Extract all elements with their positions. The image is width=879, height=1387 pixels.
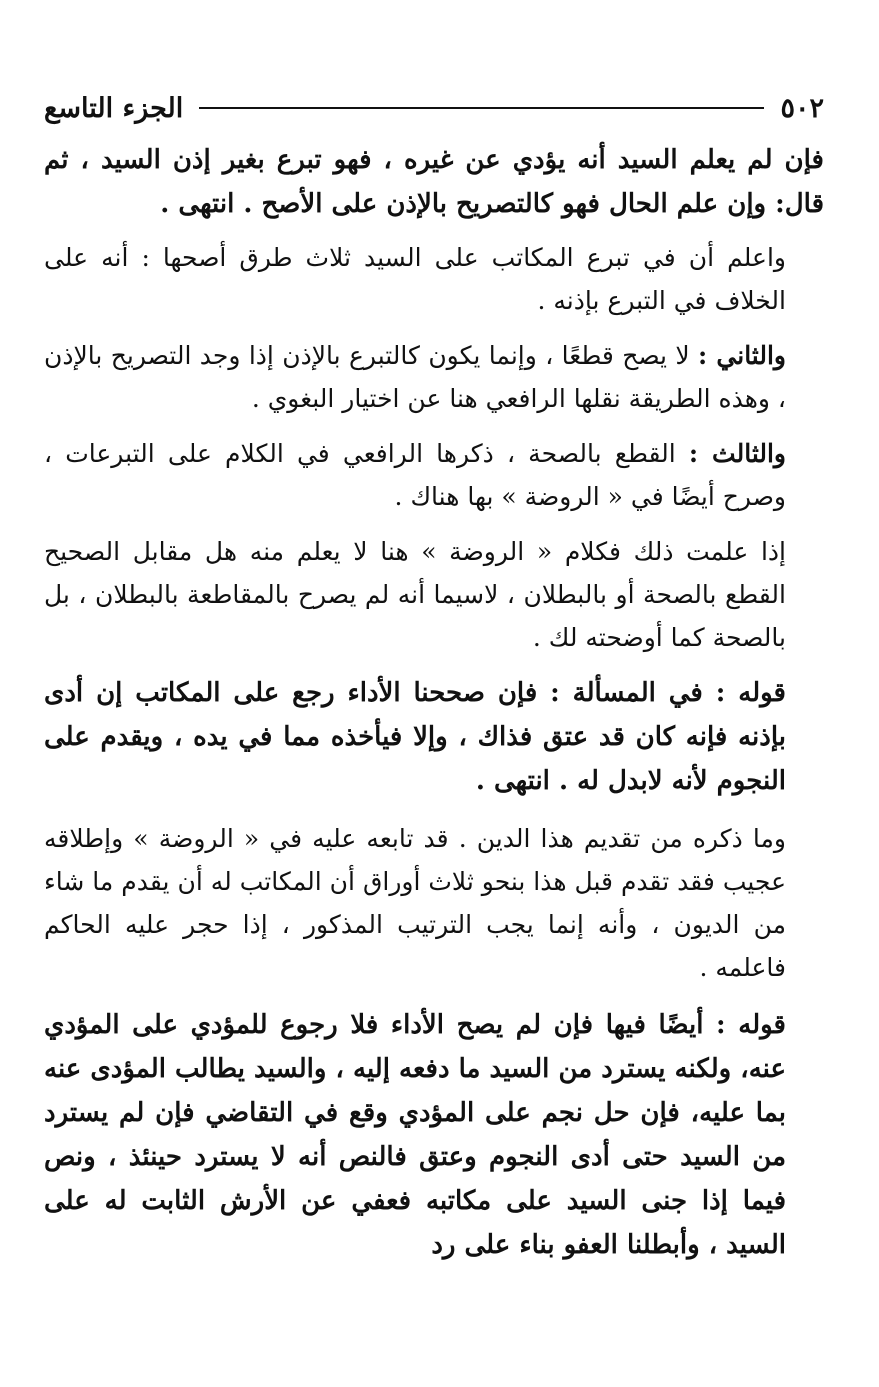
document-page [44,86,824,1267]
paragraph-4-body: القطع بالصحة ، ذكرها الرافعي في الكلام على التبرعات ، وصرح أيضًا في « الروضة » بها هناك . [44,439,786,511]
paragraph-3-body: لا يصح قطعًا ، وإنما يكون كالتبرع بالإذن إذا وجد التصريح بالإذن ، وهذه الطريقة نقلها الرافعي هنا عن اختيار البغوي . [44,341,786,413]
running-title: الجزء التاسع [44,92,184,124]
header-rule [199,107,764,109]
page-number: ٥٠٢ [780,92,824,124]
paragraph-4-lead: والثالث : [688,439,786,468]
paragraph-2: واعلم أن في تبرع المكاتب على السيد ثلاث طرق أصحها : أنه على الخلاف في التبرع بإذنه . [44,243,786,315]
paragraph-1: فإن لم يعلم السيد أنه يؤدي عن غيره ، فهو تبرع بغير إذن السيد ، ثم قال: وإن علم الحال فهو كالتصريح بالإذن على الأصح . انتهى . [44,145,824,219]
paragraph-5: إذا علمت ذلك فكلام « الروضة » هنا لا يعلم منه هل مقابل الصحيح القطع بالصحة أو بالبطلان ، لاسيما أنه لم يصرح بالمقاطعة بالبطلان ، بل بالصحة كما أوضحته لك . [44,537,786,652]
paragraph-3-lead: والثاني : [698,341,786,370]
page-header [44,86,824,130]
paragraph-4 [44,432,824,518]
paragraph-6: قوله : في المسألة : فإن صححنا الأداء رجع على المكاتب إن أدى بإذنه فإنه كان قد عتق فذاك ، وإلا فيأخذه مما في يده ، ويقدم على النجوم لأنه لابدل له . انتهى . [44,678,786,796]
paragraph-3 [44,334,824,420]
paragraph-7: وما ذكره من تقديم هذا الدين . قد تابعه عليه في « الروضة » وإطلاقه عجيب فقد تقدم قبل هذا بنحو ثلاث أوراق أن المكاتب له أن يقدم ما شاء من الديون ، وأنه إنما يجب الترتيب المذكور ، إذا حجر عليه الحاكم فاعلمه . [44,824,786,982]
paragraph-8: قوله : أيضًا فيها فإن لم يصح الأداء فلا رجوع للمؤدي على المؤدي عنه، ولكنه يسترد من السيد ما دفعه إليه ، والسيد يطالب المؤدى عنه بما عليه، فإن حل نجم على المؤدي وقع في التقاضي فإن لم يسترد من السيد حتى أدى النجوم وعتق فالنص أنه لا يسترد حينئذ ، ونص فيما إذا جنى السيد على مكاتبه فعفي عن الأرش الثابت له على السيد ، وأبطلنا العفو بناء على رد [44,1010,786,1260]
